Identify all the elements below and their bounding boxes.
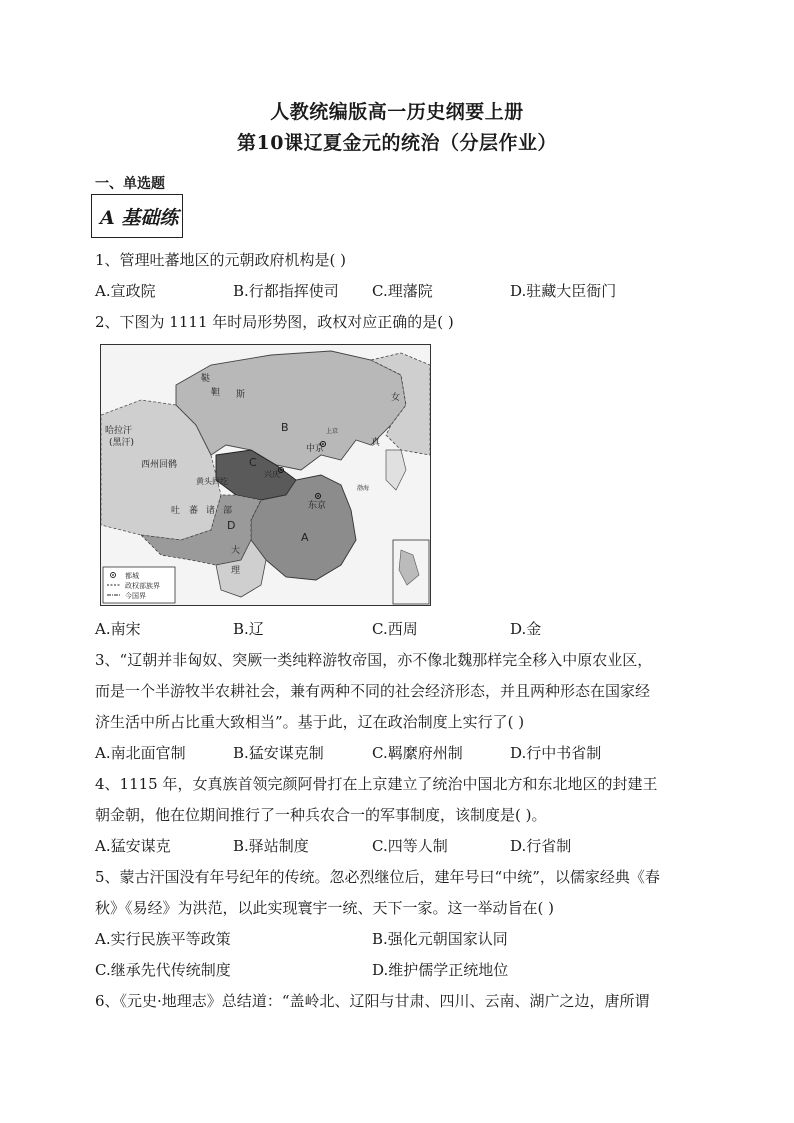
question-6-stem-line-1: 6、《元史·地理志》总结道：“盖岭北、辽阳与甘肃、四川、云南、湖广之边，唐所谓 bbox=[95, 992, 650, 1010]
map-label-zhen: 真 bbox=[371, 438, 381, 448]
level-badge-label: A 基础练 bbox=[100, 207, 179, 229]
historical-map-1111 bbox=[100, 344, 431, 606]
level-badge bbox=[91, 194, 183, 238]
question-2-option-b: B.辽 bbox=[233, 620, 264, 638]
map-label-tubo: 吐 bbox=[171, 506, 181, 516]
question-3-stem-line-2: 而是一个半游牧半农耕社会，兼有两种不同的社会经济形态，并且两种形态在国家经 bbox=[95, 682, 651, 700]
question-5-option-b: B.强化元朝国家认同 bbox=[372, 930, 508, 948]
question-5-option-c: C.继承先代传统制度 bbox=[95, 961, 231, 979]
question-4-option-c: C.四等人制 bbox=[372, 837, 448, 855]
map-label-d: D bbox=[227, 519, 236, 532]
map-korea bbox=[386, 450, 406, 490]
question-5-stem-line-1: 5、蒙古汗国没有年号纪年的传统。忽必烈继位后，建年号曰“中统”，以儒家经典《春 bbox=[95, 868, 660, 886]
question-3-option-d: D.行中书省制 bbox=[510, 744, 602, 762]
question-4-option-b: B.驿站制度 bbox=[233, 837, 309, 855]
map-label-c: C bbox=[249, 456, 257, 469]
question-2-option-d: D.金 bbox=[510, 620, 542, 638]
map-label-dali2: 理 bbox=[231, 566, 241, 576]
map-label-huanghai: 渤海 bbox=[357, 485, 370, 492]
question-3-option-b: B.猛安谋克制 bbox=[233, 744, 324, 762]
map-label-dan: 靼 bbox=[211, 388, 221, 398]
map-label-zhu: 诸 bbox=[206, 506, 216, 516]
map-label-huanghe: 黄头回纥 bbox=[196, 477, 228, 486]
map-label-dada: 鞑 bbox=[201, 374, 211, 384]
question-1-option-b: B.行都指挥使司 bbox=[233, 282, 339, 300]
question-3-stem-line-1: 3、“辽朝并非匈奴、突厥一类纯粹游牧帝国，亦不像北魏那样完全移入中原农业区， bbox=[95, 651, 653, 669]
question-1-option-c: C.理藩院 bbox=[372, 282, 433, 300]
map-legend-border: 政权部族界 bbox=[125, 582, 160, 590]
document-subtitle: 第10课辽夏金元的统治（分层作业） bbox=[237, 132, 557, 154]
question-4-option-d: D.行省制 bbox=[510, 837, 572, 855]
map-label-halahan: 哈拉汗 bbox=[105, 426, 133, 436]
document-title: 人教统编版高一历史纲要上册 bbox=[270, 101, 524, 123]
map-label-a: A bbox=[301, 531, 309, 544]
question-1-option-a: A.宣政院 bbox=[95, 282, 156, 300]
question-1-option-d: D.驻藏大臣衙门 bbox=[510, 282, 617, 300]
map-label-tubo2: 蕃 bbox=[189, 506, 199, 516]
map-label-xizhou: 西州回鹘 bbox=[141, 460, 178, 470]
map-label-xingqing: 兴庆 bbox=[264, 470, 280, 479]
question-4-stem-line-1: 4、1115 年，女真族首领完颜阿骨打在上京建立了统治中国北方和东北地区的封建王 bbox=[95, 775, 658, 793]
question-1-stem: 1、管理吐蕃地区的元朝政府机构是( ) bbox=[95, 251, 347, 269]
question-2-option-c: C.西周 bbox=[372, 620, 418, 638]
section-heading: 一、单选题 bbox=[95, 176, 165, 192]
map-label-dali1: 大 bbox=[231, 546, 241, 556]
map-label-b: B bbox=[281, 421, 289, 434]
question-4-stem-line-2: 朝金朝，他在位期间推行了一种兵农合一的军事制度，该制度是( )。 bbox=[95, 806, 547, 824]
question-2-option-a: A.南宋 bbox=[95, 620, 141, 638]
question-3-option-c: C.羁縻府州制 bbox=[372, 744, 463, 762]
map-label-bu: 部 bbox=[223, 506, 233, 516]
question-2-stem: 2、下图为 1111 年时局形势图，政权对应正确的是( ) bbox=[95, 313, 454, 331]
question-3-stem-line-3: 济生活中所占比重大致相当”。基于此，辽在政治制度上实行了( ) bbox=[95, 713, 525, 731]
map-label-shangjing: 上京 bbox=[326, 428, 339, 435]
map-legend-capital: 都城 bbox=[125, 572, 139, 580]
question-4-option-a: A.猛安谋克 bbox=[95, 837, 171, 855]
map-graphic bbox=[101, 345, 430, 605]
question-5-option-a: A.实行民族平等政策 bbox=[95, 930, 231, 948]
map-label-si: 斯 bbox=[236, 390, 246, 400]
question-5-stem-line-2: 秋》《易经》为洪范，以此实现寰宇一统、天下一家。这一举动旨在( ) bbox=[95, 899, 554, 917]
map-label-heihan: (黑汗) bbox=[109, 438, 135, 448]
question-5-option-d: D.维护儒学正统地位 bbox=[372, 961, 509, 979]
map-label-nv: 女 bbox=[391, 393, 401, 403]
map-region-b bbox=[176, 351, 406, 470]
map-label-zhongjing: 中京 bbox=[306, 444, 325, 454]
question-3-option-a: A.南北面官制 bbox=[95, 744, 186, 762]
map-label-dongjing: 东京 bbox=[308, 501, 327, 511]
map-legend-national: 今国界 bbox=[125, 592, 146, 600]
